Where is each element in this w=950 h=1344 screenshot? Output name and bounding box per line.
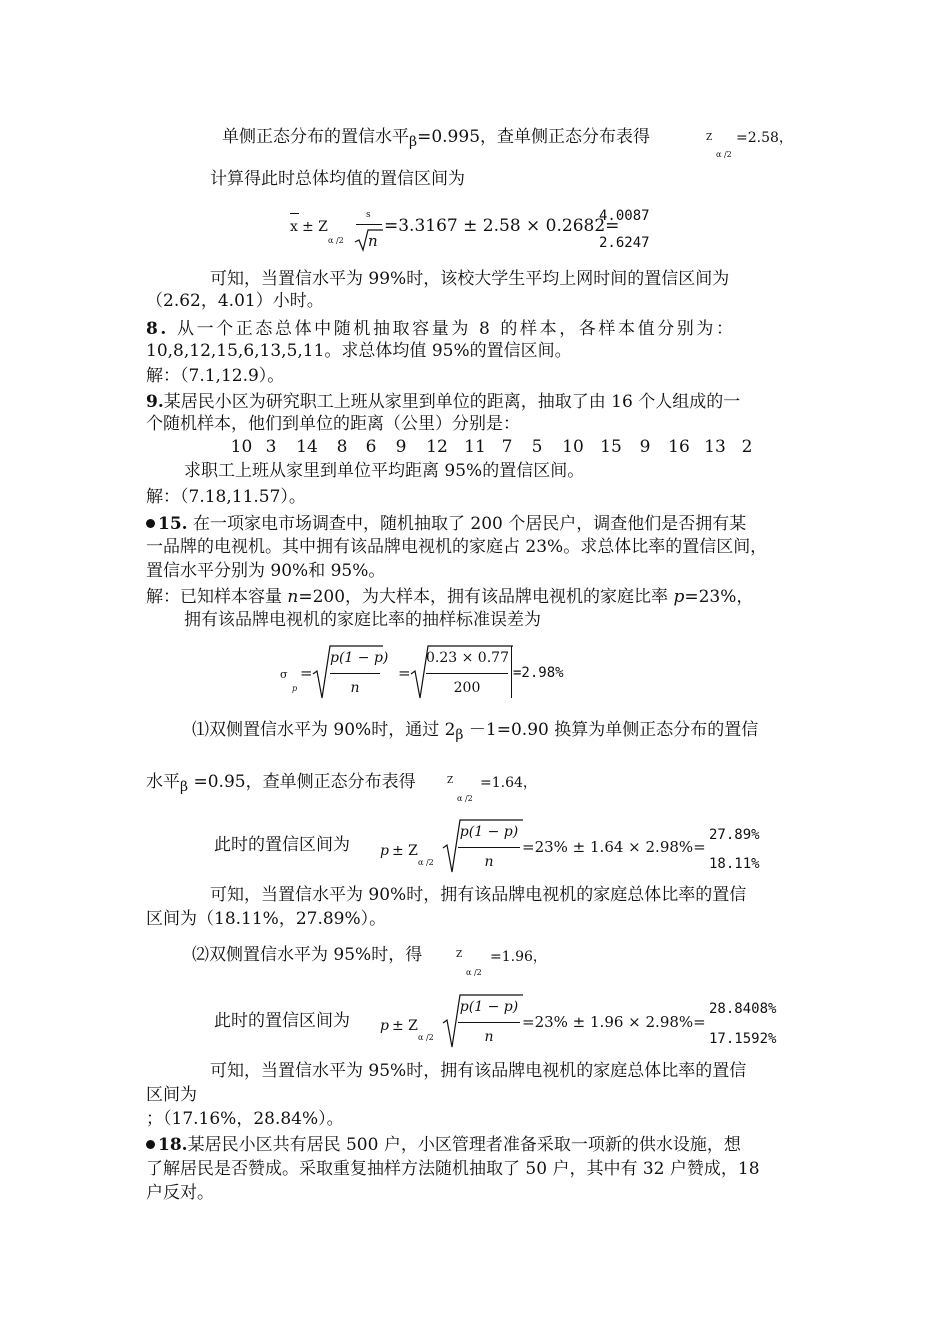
value: 10 bbox=[230, 437, 253, 457]
sigma-symbol: σ bbox=[280, 668, 288, 681]
upper-bound: 27.89% bbox=[709, 827, 760, 843]
q15-case2-result2: 区间为 bbox=[146, 1085, 197, 1105]
value: 13 bbox=[704, 437, 726, 457]
upper-bound: 4.0087 bbox=[599, 208, 650, 224]
n-symbol: n bbox=[287, 587, 299, 607]
text: =0.95，查单侧正态分布表得 bbox=[193, 772, 416, 792]
q15-line3: 置信水平分别为 90%和 95%。 bbox=[146, 561, 386, 581]
pm-z: ± Z bbox=[392, 1018, 418, 1034]
q15-line1 bbox=[146, 513, 746, 535]
x-symbol: x bbox=[290, 219, 298, 235]
text: 单侧正态分布的置信水平 bbox=[222, 127, 409, 147]
q8-answer: 解：（7.1,12.9）。 bbox=[146, 366, 285, 386]
z-symbol: Z bbox=[706, 133, 713, 143]
z-subscript: α /2 bbox=[466, 968, 482, 977]
q15-case2-line1: ⑵双侧置信水平为 95%时，得 bbox=[192, 945, 423, 965]
text: 水平 bbox=[146, 772, 180, 792]
text: 解：已知样本容量 bbox=[146, 587, 282, 607]
q9-line3: 求职工上班从家里到单位平均距离 95%的置信区间。 bbox=[184, 461, 585, 481]
q15-sol1 bbox=[146, 586, 753, 608]
z-subscript: α /2 bbox=[328, 236, 344, 245]
p1-line2: 计算得此时总体均值的置信区间为 bbox=[210, 169, 465, 189]
p-symbol: p bbox=[673, 587, 685, 607]
n-symbol: n bbox=[368, 232, 378, 250]
fraction-bar bbox=[458, 1022, 520, 1023]
equals-sign: = bbox=[300, 664, 313, 682]
q15-case2-result3: ；（17.16%，28.84%）。 bbox=[146, 1109, 344, 1129]
value: 8 bbox=[336, 437, 348, 457]
value: 14 bbox=[296, 437, 318, 457]
text: 某居民小区为研究职工上班从家里到单位的距离，抽取了由 16 个人组成的一 bbox=[163, 392, 741, 412]
fraction-denominator: n bbox=[484, 854, 494, 870]
text: 从一个正态总体中随机抽取容量为 8 的样本，各样本值分别为： bbox=[176, 319, 736, 339]
question-number: 18. bbox=[158, 1135, 188, 1155]
q9-answer: 解：（7.18,11.57）。 bbox=[146, 487, 306, 507]
q15-case1-line1 bbox=[192, 719, 758, 746]
sigma-subscript: p bbox=[292, 684, 298, 693]
beta-symbol: β bbox=[180, 779, 189, 795]
upper-bound: 28.8408% bbox=[709, 1001, 777, 1017]
z-symbol: Z bbox=[447, 776, 454, 786]
ci-body: =23% ± 1.96 × 2.98%= bbox=[522, 1013, 706, 1031]
fraction-numerator: p(1 − p) bbox=[459, 824, 519, 840]
ci-body: =23% ± 1.64 × 2.98%= bbox=[522, 838, 706, 856]
p-symbol: p bbox=[380, 1018, 389, 1034]
fraction-bar bbox=[330, 673, 380, 674]
text: ⑴双侧置信水平为 90%时，通过 2 bbox=[192, 720, 456, 740]
abs-bar bbox=[511, 646, 512, 698]
p-symbol: p bbox=[380, 843, 389, 859]
z-subscript: α /2 bbox=[457, 794, 473, 803]
ci-label: 此时的置信区间为 bbox=[214, 835, 350, 855]
z-value: =1.64， bbox=[480, 775, 537, 791]
lower-bound: 2.6247 bbox=[599, 235, 650, 251]
ci-label: 此时的置信区间为 bbox=[214, 1011, 350, 1031]
q8-line2: 10,8,12,15,6,13,5,11。求总体均值 95%的置信区间。 bbox=[146, 341, 572, 361]
beta-symbol: β bbox=[409, 134, 418, 150]
bullet-icon bbox=[146, 1140, 155, 1149]
q9-values bbox=[228, 436, 761, 458]
z-value: =2.58， bbox=[736, 130, 793, 146]
value: 12 bbox=[426, 437, 448, 457]
p1-line3: 可知，当置信水平为 99%时，该校大学生平均上网时间的置信区间为 bbox=[210, 269, 730, 289]
value: 9 bbox=[639, 437, 651, 457]
fraction-numerator: p(1 − p) bbox=[330, 650, 389, 666]
lower-bound: 17.1592% bbox=[709, 1031, 777, 1047]
fraction-numerator: 0.23 × 0.77 bbox=[426, 650, 509, 666]
q8-line1 bbox=[146, 318, 736, 340]
z-subscript: α /2 bbox=[418, 1033, 434, 1042]
p1-line1 bbox=[222, 126, 650, 153]
value: 16 bbox=[668, 437, 690, 457]
fraction-denominator: n bbox=[484, 1029, 494, 1045]
pm-z: ± Z bbox=[392, 843, 418, 859]
q9-line2: 个随机样本，他们到单位的距离（公里）分别是： bbox=[146, 414, 520, 434]
se-value: =2.98% bbox=[513, 665, 564, 681]
text: =200，为大样本，拥有该品牌电视机的家庭比率 bbox=[298, 587, 669, 607]
value: 6 bbox=[365, 437, 377, 457]
fraction-bar bbox=[426, 673, 508, 674]
text: =0.995，查单侧正态分布表得 bbox=[417, 127, 651, 147]
z-subscript: α /2 bbox=[418, 858, 434, 867]
z-symbol: Z bbox=[456, 950, 463, 960]
question-number: 9. bbox=[146, 392, 164, 412]
p1-line4: （2.62，4.01）小时。 bbox=[146, 291, 324, 311]
q15-case1-result: 可知，当置信水平为 90%时，拥有该品牌电视机的家庭总体比率的置信 bbox=[210, 885, 747, 905]
question-number: 15. bbox=[158, 514, 188, 534]
s-symbol: s bbox=[366, 210, 371, 220]
z-subscript: α /2 bbox=[716, 150, 732, 159]
fraction-denominator: n bbox=[350, 680, 360, 696]
q9-line1 bbox=[146, 391, 740, 413]
pm-z: ± Z bbox=[302, 219, 328, 235]
value: 15 bbox=[600, 437, 622, 457]
text: －1=0.90 换算为单侧正态分布的置信 bbox=[468, 720, 759, 740]
question-number: 8. bbox=[146, 319, 169, 339]
fraction-bar bbox=[458, 847, 520, 848]
q15-case2-result: 可知，当置信水平为 95%时，拥有该品牌电视机的家庭总体比率的置信 bbox=[210, 1061, 747, 1081]
q18-line2: 了解居民是否赞成。采取重复抽样方法随机抽取了 50 户，其中有 32 户赞成，18 bbox=[146, 1159, 760, 1179]
z-value: =1.96， bbox=[490, 949, 547, 965]
value: 3 bbox=[265, 437, 277, 457]
xbar-line bbox=[290, 213, 299, 214]
beta-symbol: β bbox=[455, 727, 464, 743]
value: 11 bbox=[464, 437, 486, 457]
text: =23%， bbox=[684, 587, 754, 607]
value: 2 bbox=[741, 437, 753, 457]
q15-line2: 一品牌的电视机。其中拥有该品牌电视机的家庭占 23%。求总体比率的置信区间， bbox=[146, 537, 768, 557]
lower-bound: 18.11% bbox=[709, 856, 760, 872]
fraction-denominator: 200 bbox=[453, 680, 481, 696]
q15-sol2: 拥有该品牌电视机的家庭比率的抽样标准误差为 bbox=[184, 610, 541, 630]
q15-case1-result2: 区间为（18.11%，27.89%）。 bbox=[146, 909, 387, 929]
value: 7 bbox=[501, 437, 513, 457]
value: 5 bbox=[531, 437, 543, 457]
q18-line3: 户反对。 bbox=[146, 1183, 214, 1203]
eq-body: =3.3167 ± 2.58 × 0.2682= bbox=[384, 216, 620, 236]
q15-case1-line2 bbox=[146, 771, 416, 798]
value: 10 bbox=[562, 437, 584, 457]
value: 9 bbox=[395, 437, 407, 457]
fraction-numerator: p(1 − p) bbox=[459, 999, 519, 1015]
text: 在一项家电市场调查中，随机抽取了 200 个居民户，调查他们是否拥有某 bbox=[192, 514, 747, 534]
fraction-bar bbox=[356, 224, 382, 225]
bullet-icon bbox=[146, 519, 155, 528]
equals-sign: = bbox=[398, 664, 411, 682]
text: 某居民小区共有居民 500 户，小区管理者准备采取一项新的供水设施，想 bbox=[187, 1135, 741, 1155]
q18-line1 bbox=[146, 1134, 741, 1156]
